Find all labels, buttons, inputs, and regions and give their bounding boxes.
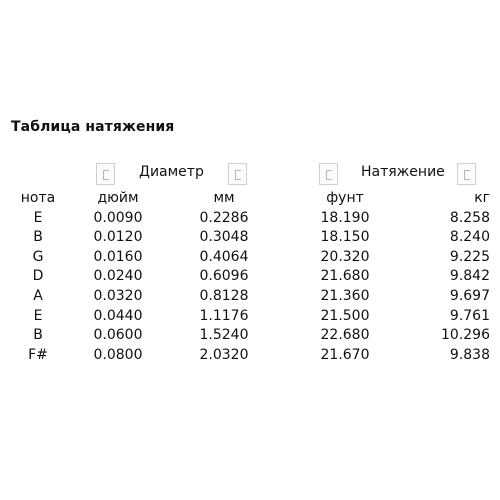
cell-inch: 0.0160 (93, 248, 143, 265)
table-row (0, 210, 500, 230)
cell-lb: 21.680 (320, 268, 370, 285)
cell-kg: 8.258 (449, 209, 490, 226)
cell-inch: 0.0600 (93, 327, 143, 344)
table-header-row (0, 190, 500, 210)
cell-inch: 0.0090 (93, 209, 143, 226)
column-header-mm: мм (213, 190, 235, 206)
cell-kg: 9.761 (449, 307, 490, 324)
tension-table (0, 190, 500, 366)
cell-mm: 1.1176 (199, 307, 249, 324)
cell-lb: 21.500 (320, 307, 370, 324)
page-title: Таблица натяжения (11, 119, 175, 135)
cell-lb: 18.190 (320, 209, 370, 226)
table-row (0, 327, 500, 347)
cell-kg: 10.296 (441, 327, 490, 344)
cell-inch: 0.0320 (93, 287, 143, 304)
cell-lb: 18.150 (320, 229, 370, 246)
column-header-lb: фунт (326, 190, 364, 206)
cell-kg: 9.838 (449, 346, 490, 363)
cell-kg: 9.697 (449, 287, 490, 304)
diameter-group-label: Диаметр (139, 164, 204, 180)
cell-note: B (33, 327, 43, 344)
column-header-inch: дюйм (97, 190, 139, 206)
column-header-kg: кг (474, 190, 490, 206)
cell-lb: 20.320 (320, 248, 370, 265)
table-row (0, 249, 500, 269)
tension-kg-checkbox[interactable] (457, 163, 476, 185)
cell-lb: 21.670 (320, 346, 370, 363)
tension-group-label: Натяжение (361, 164, 445, 180)
cell-inch: 0.0120 (93, 229, 143, 246)
cell-mm: 0.4064 (199, 248, 249, 265)
cell-mm: 0.8128 (199, 287, 249, 304)
cell-mm: 0.2286 (199, 209, 249, 226)
cell-note: B (33, 229, 43, 246)
cell-mm: 2.0320 (199, 346, 249, 363)
tension-lb-checkbox[interactable] (319, 163, 338, 185)
cell-kg: 9.842 (449, 268, 490, 285)
cell-inch: 0.0240 (93, 268, 143, 285)
diameter-mm-checkbox[interactable] (228, 163, 247, 185)
table-row (0, 308, 500, 328)
cell-lb: 21.360 (320, 287, 370, 304)
table-row (0, 347, 500, 367)
cell-mm: 1.5240 (199, 327, 249, 344)
cell-kg: 8.240 (449, 229, 490, 246)
table-row (0, 288, 500, 308)
cell-note: D (32, 268, 44, 285)
cell-note: G (32, 248, 44, 265)
column-header-note: нота (20, 190, 56, 206)
cell-kg: 9.225 (449, 248, 490, 265)
cell-note: F# (28, 346, 48, 363)
cell-mm: 0.3048 (199, 229, 249, 246)
cell-inch: 0.0440 (93, 307, 143, 324)
cell-inch: 0.0800 (93, 346, 143, 363)
cell-note: E (33, 209, 43, 226)
table-row (0, 268, 500, 288)
diameter-inch-checkbox[interactable] (96, 163, 115, 185)
cell-mm: 0.6096 (199, 268, 249, 285)
cell-lb: 22.680 (320, 327, 370, 344)
cell-note: E (33, 307, 43, 324)
cell-note: A (33, 287, 43, 304)
table-row (0, 229, 500, 249)
